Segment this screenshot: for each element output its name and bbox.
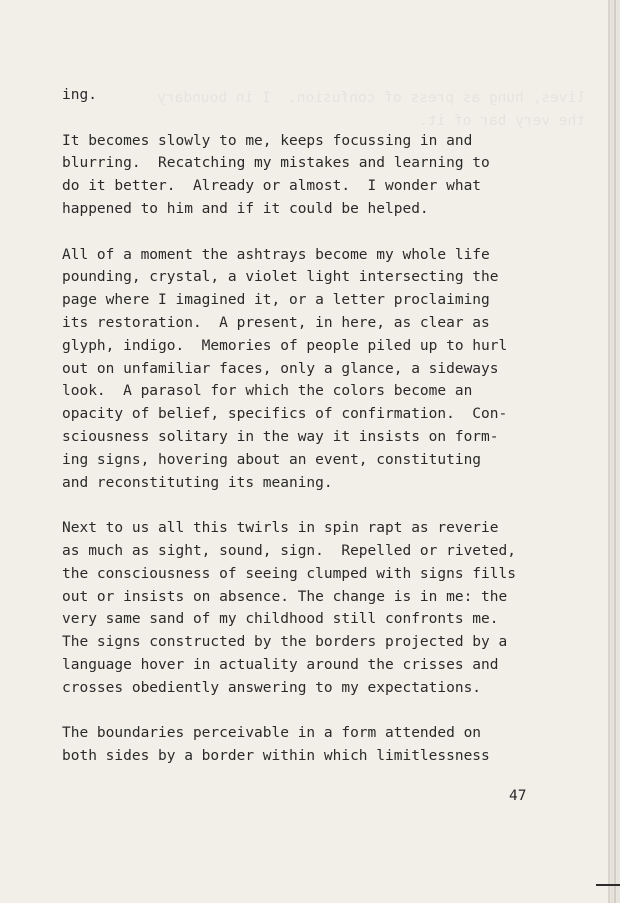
text-line: The boundaries perceivable in a form attended on: [62, 725, 482, 742]
text-line: do it better. Already or almost. I wonder what: [62, 178, 482, 195]
paragraph: [62, 722, 582, 768]
paragraph: [62, 130, 582, 221]
text-line: The signs constructed by the borders projected by a: [62, 634, 508, 651]
page-edge: [614, 0, 616, 903]
text-line: glyph, indigo. Memories of people piled up to hurl: [62, 337, 508, 354]
text-line: ing.: [62, 87, 97, 103]
page-number: 47: [509, 788, 527, 804]
paragraph: [62, 517, 582, 699]
paragraph: [62, 244, 582, 495]
show-through-text: lives, hung as press of confusion. I in boundary the very bar of it.: [157, 90, 585, 129]
text-line: as much as sight, sound, sign. Repelled or riveted,: [62, 542, 516, 559]
text-line: pounding, crystal, a violet light intersecting the: [62, 269, 499, 286]
text-line: crosses obediently answering to my expectations.: [62, 679, 482, 696]
text-line: its restoration. A present, in here, as clear as: [62, 314, 490, 331]
text-line: opacity of belief, specifics of confirmation. Con-: [62, 406, 508, 423]
page-edge: [611, 0, 613, 903]
text-line: happened to him and if it could be helped.: [62, 200, 429, 217]
text-line: Next to us all this twirls in spin rapt as reverie: [62, 520, 499, 537]
text-line: All of a moment the ashtrays become my whole life: [62, 246, 490, 263]
text-line: sciousness solitary in the way it insists on form-: [62, 428, 499, 445]
text-line: out or insists on absence. The change is in me: the: [62, 588, 508, 605]
text-line: and reconstituting its meaning.: [62, 474, 333, 491]
text-line: both sides by a border within which limitlessness: [62, 748, 490, 765]
page-corner-mark: [596, 884, 620, 886]
text-line: the consciousness of seeing clumped with signs fills: [62, 565, 516, 582]
body-text: [62, 84, 582, 768]
text-line: very same sand of my childhood still confronts me.: [62, 611, 499, 628]
page-edge: [617, 0, 619, 903]
text-line: ing signs, hovering about an event, constituting: [62, 451, 482, 468]
page-edge: [608, 0, 610, 903]
text-line: out on unfamiliar faces, only a glance, a sideways: [62, 360, 499, 377]
paragraph: [62, 84, 582, 107]
text-line: look. A parasol for which the colors become an: [62, 383, 473, 400]
text-line: language hover in actuality around the crisses and: [62, 656, 499, 673]
text-line: It becomes slowly to me, keeps focussing in and: [62, 132, 473, 149]
text-line: page where I imagined it, or a letter proclaiming: [62, 292, 490, 309]
text-line: blurring. Recatching my mistakes and learning to: [62, 155, 490, 172]
